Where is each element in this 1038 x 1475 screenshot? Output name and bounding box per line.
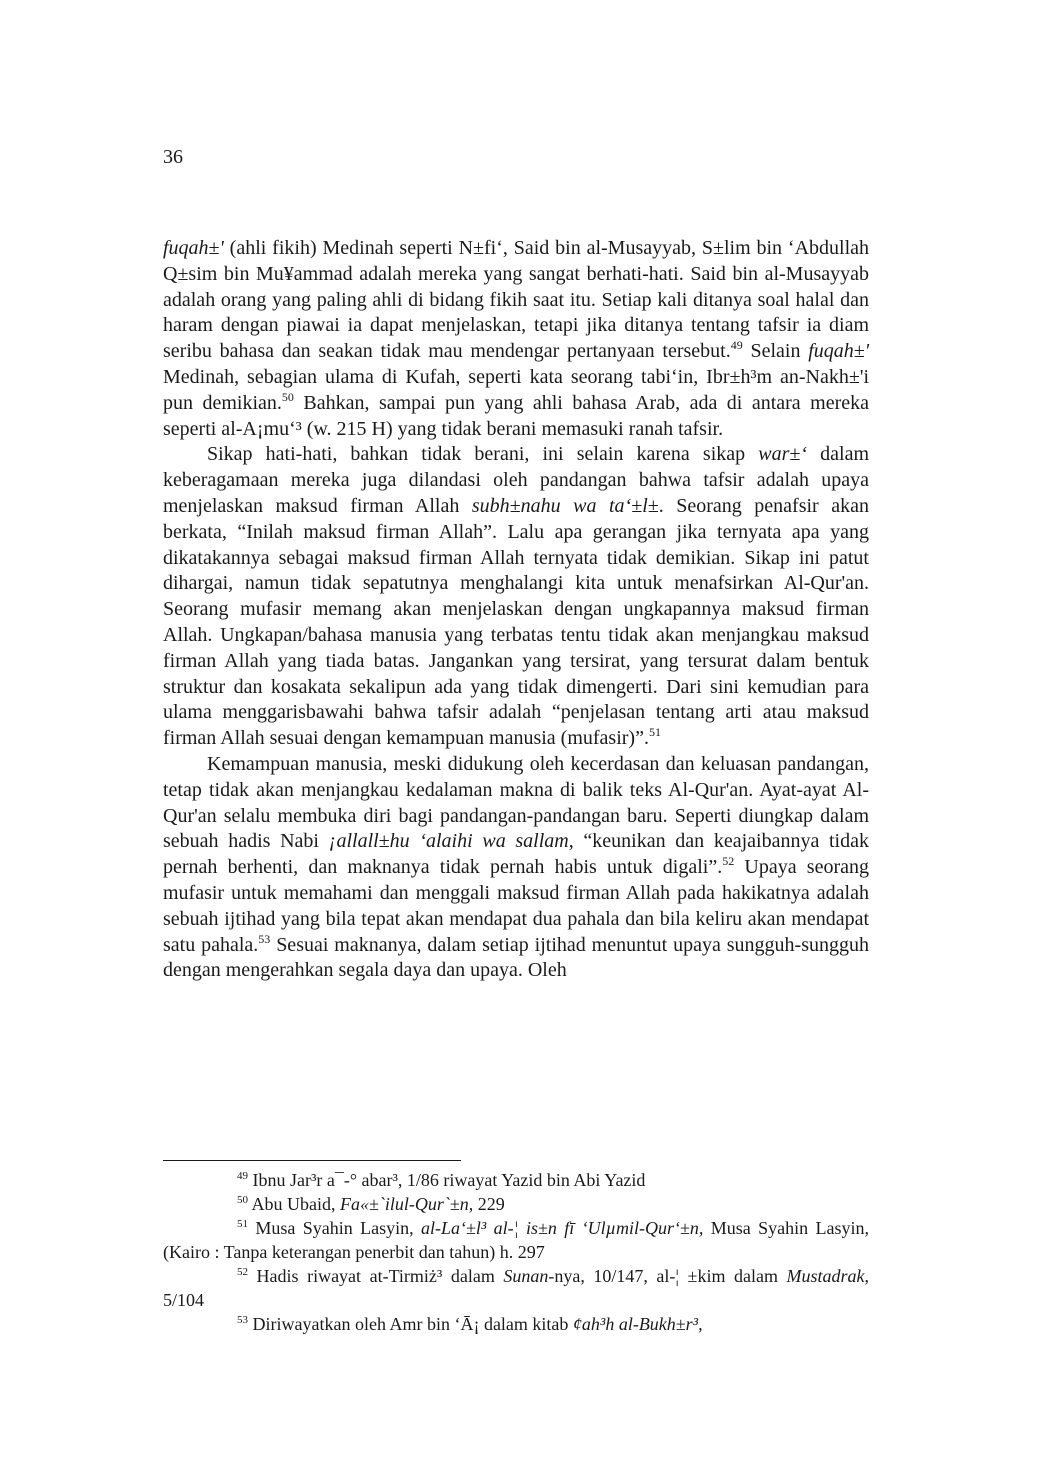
italic-term: war±‘ xyxy=(758,443,808,466)
footnote-ref: 50 xyxy=(281,389,294,404)
text-run: Bahkan, sampai pun yang ahli bahasa Arab, ada di antara mereka seperti al-A¡mu‘³ (w. 215 H) yang tidak berani memasuki ranah tafsir. xyxy=(163,391,869,440)
text-run: Musa Syahin Lasyin, (Kairo : Tanpa keterangan penerbit dan tahun) h. 297 xyxy=(163,1218,869,1262)
italic-term: ¡allall±hu ‘alaihi wa sallam xyxy=(328,830,569,853)
text-run: Abu Ubaid, xyxy=(248,1194,340,1214)
text-run: Selain xyxy=(742,340,809,363)
italic-term: Mustadrak xyxy=(786,1266,865,1286)
footnotes xyxy=(163,1168,869,1336)
footnote xyxy=(163,1216,869,1264)
text-run: dalam keberagamaan mereka juga dilandasi oleh pandangan bahwa tafsir adalah upaya menjelaskan maksud firman Allah xyxy=(163,443,869,517)
footnote-ref: 53 xyxy=(237,1314,248,1326)
italic-term: subh±nahu wa ta‘±l± xyxy=(471,494,659,517)
text-run: Diriwayatkan oleh Amr bin ‘Ā¡ dalam kitab xyxy=(248,1314,573,1334)
italic-term: ¢ah³h al-Bukh±r³, xyxy=(572,1314,703,1334)
footnote-ref: 51 xyxy=(648,725,661,740)
text-run: Sikap hati-hati, bahkan tidak berani, ini selain karena sikap xyxy=(207,443,759,466)
text-run: (ahli fikih) Medinah seperti N±fi‘, Said bin al-Musayyab, S±lim bin ‘Abdullah Q±sim bin Mu¥ammad adalah mereka yang sangat berhati-hati. Said bin al-Musayyab adalah orang yang paling ahli di bidang fikih saat itu. Setiap kali ditanya soal halal dan haram dengan piawai ia dapat menjelaskan, tetapi jika ditanya tentang tafsir ia diam seribu bahasa dan seakan tidak mau mendengar pertanyaan tersebut. xyxy=(163,237,869,363)
footnote-ref: 52 xyxy=(722,854,735,869)
text-run: , “keunikan dan keajaibannya tidak pernah berhenti, dan maknanya tidak pernah habis untuk digali”. xyxy=(163,830,869,879)
body-text xyxy=(163,236,869,984)
footnote-ref: 50 xyxy=(237,1194,248,1206)
page-number: 36 xyxy=(163,146,183,168)
footnote xyxy=(163,1168,869,1192)
italic-term: fuqah±' xyxy=(163,237,224,259)
footnote xyxy=(163,1264,869,1312)
footnote xyxy=(163,1312,869,1336)
footnote-divider xyxy=(163,1160,461,1161)
text-run: -nya, 10/147, al-¦ ±kim dalam xyxy=(548,1266,787,1286)
paragraph xyxy=(163,752,869,984)
footnote-ref: 52 xyxy=(237,1266,248,1278)
italic-term: Sunan xyxy=(503,1266,549,1286)
italic-term: fuqah±' xyxy=(808,340,869,363)
text-run: Kemampuan manusia, meski didukung oleh kecerdasan dan keluasan pandangan, tetap tidak akan menjangkau kedalaman makna di balik teks Al-Qur'an. Ayat-ayat Al-Qur'an selalu membuka diri bagi pandangan-pandangan baru. Seperti diungkap dalam sebuah hadis Nabi xyxy=(163,752,869,853)
text-run: Sesuai maknanya, dalam setiap ijtihad menuntut upaya sungguh-sungguh dengan mengerahkan segala daya dan upaya. Oleh xyxy=(163,933,869,982)
text-run: 229 xyxy=(473,1194,505,1214)
footnote-ref: 51 xyxy=(237,1218,248,1230)
text-run: Ibnu Jar³r a¯-° abar³, 1/86 riwayat Yazid bin Abi Yazid xyxy=(248,1170,646,1190)
italic-term: Fa«±`ilul-Qur`±n, xyxy=(340,1194,474,1214)
paragraph xyxy=(163,236,869,442)
text-run: Upaya seorang mufasir untuk memahami dan menggali maksud firman Allah pada hakikatnya adalah sebuah ijtihad yang bila tepat akan mendapat dua pahala dan bila keliru akan mendapat satu pahala. xyxy=(163,856,869,956)
text-run: Hadis riwayat at-Tirmiż³ dalam xyxy=(248,1266,504,1286)
footnote-ref: 53 xyxy=(258,931,271,946)
text-run: Medinah, sebagian ulama di Kufah, seperti kata seorang tabi‘in, Ibr±h³m an-Nakh±'i pun demikian. xyxy=(163,365,869,414)
paragraph xyxy=(163,442,869,752)
italic-term: al-La‘±l³ al-¦ is±n fī ‘Ulµmil-Qur‘±n, xyxy=(421,1218,704,1238)
footnote-ref: 49 xyxy=(730,338,743,353)
footnote-ref: 49 xyxy=(237,1170,248,1182)
text-run: Musa Syahin Lasyin, xyxy=(248,1218,422,1238)
footnote xyxy=(163,1192,869,1216)
text-run: . Seorang penafsir akan berkata, “Inilah maksud firman Allah”. Lalu apa gerangan jika ternyata apa yang dikatakannya sebagai maksud firman Allah ternyata tidak demikian. Sikap ini patut dihargai, namun tidak sepatutnya menghalangi kita untuk menafsirkan Al-Qur'an. Seorang mufasir memang akan menjelaskan dengan ungkapannya maksud firman Allah. Ungkapan/bahasa manusia yang terbatas tentu tidak akan menjangkau maksud firman Allah yang tiada batas. Jangankan yang tersirat, yang tersurat dalam bentuk struktur dan kosakata sekalipun ada yang tidak dimengerti. Dari sini kemudian para ulama menggarisbawahi bahwa tafsir adalah “penjelasan tentang arti atau maksud firman Allah sesuai dengan kemampuan manusia (mufasir)”. xyxy=(163,494,869,750)
text-run: , 5/104 xyxy=(163,1266,869,1310)
